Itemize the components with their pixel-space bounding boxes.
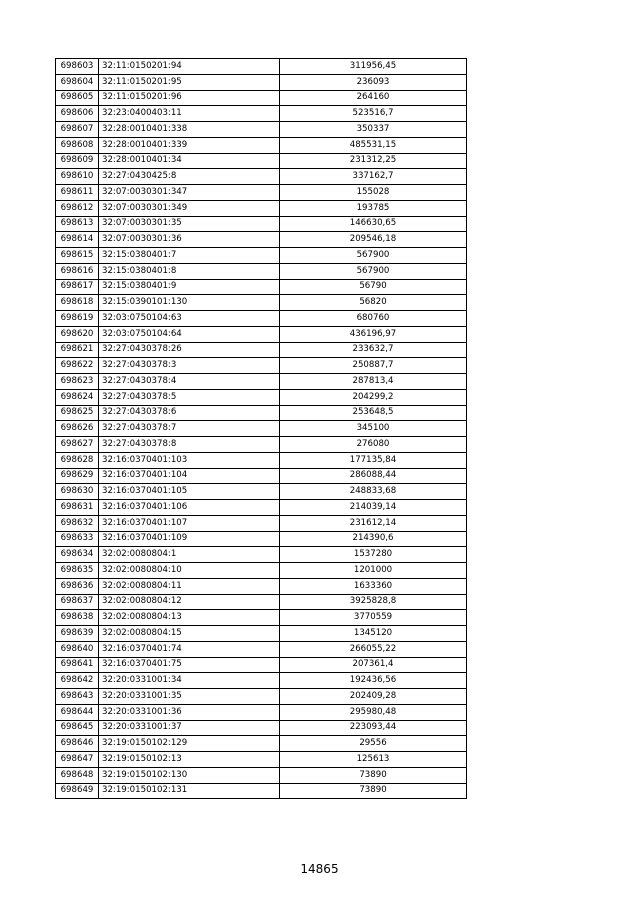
table-row [56, 720, 467, 736]
cadastral-number-cell: 32:02:0080804:10 [99, 563, 280, 579]
row-id-cell: 698606 [56, 106, 99, 122]
cadastral-number-cell: 32:11:0150201:94 [99, 59, 280, 75]
cadastral-number-cell: 32:07:0030301:35 [99, 216, 280, 232]
row-id-cell: 698613 [56, 216, 99, 232]
cadastral-number-cell: 32:15:0380401:8 [99, 263, 280, 279]
value-cell: 223093,44 [280, 720, 467, 736]
value-cell: 485531,15 [280, 137, 467, 153]
value-cell: 3925828,8 [280, 594, 467, 610]
table-row [56, 657, 467, 673]
table-row [56, 689, 467, 705]
row-id-cell: 698609 [56, 153, 99, 169]
row-id-cell: 698637 [56, 594, 99, 610]
row-id-cell: 698627 [56, 437, 99, 453]
row-id-cell: 698618 [56, 295, 99, 311]
row-id-cell: 698621 [56, 342, 99, 358]
row-id-cell: 698607 [56, 122, 99, 138]
table-row [56, 641, 467, 657]
cadastral-number-cell: 32:02:0080804:11 [99, 578, 280, 594]
cadastral-number-cell: 32:16:0370401:74 [99, 641, 280, 657]
cadastral-number-cell: 32:20:0331001:35 [99, 689, 280, 705]
row-id-cell: 698611 [56, 185, 99, 201]
value-cell: 1633360 [280, 578, 467, 594]
value-cell: 1201000 [280, 563, 467, 579]
table-row [56, 736, 467, 752]
value-cell: 56820 [280, 295, 467, 311]
row-id-cell: 698608 [56, 137, 99, 153]
value-cell: 204299,2 [280, 389, 467, 405]
cadastral-number-cell: 32:03:0750104:64 [99, 326, 280, 342]
table-row [56, 153, 467, 169]
cadastral-number-cell: 32:16:0370401:75 [99, 657, 280, 673]
table-row [56, 500, 467, 516]
value-cell: 248833,68 [280, 484, 467, 500]
cadastral-number-cell: 32:16:0370401:107 [99, 515, 280, 531]
row-id-cell: 698619 [56, 311, 99, 327]
value-cell: 436196,97 [280, 326, 467, 342]
row-id-cell: 698648 [56, 767, 99, 783]
cadastral-number-cell: 32:27:0430378:26 [99, 342, 280, 358]
value-cell: 231312,25 [280, 153, 467, 169]
table-row [56, 547, 467, 563]
cadastral-number-cell: 32:28:0010401:34 [99, 153, 280, 169]
value-cell: 56790 [280, 279, 467, 295]
row-id-cell: 698628 [56, 452, 99, 468]
cadastral-number-cell: 32:27:0430378:6 [99, 405, 280, 421]
value-cell: 214039,14 [280, 500, 467, 516]
row-id-cell: 698634 [56, 547, 99, 563]
cadastral-number-cell: 32:07:0030301:349 [99, 200, 280, 216]
cadastral-number-cell: 32:28:0010401:339 [99, 137, 280, 153]
row-id-cell: 698614 [56, 232, 99, 248]
cadastral-number-cell: 32:27:0430378:8 [99, 437, 280, 453]
cadastral-number-cell: 32:16:0370401:105 [99, 484, 280, 500]
table-row [56, 405, 467, 421]
table-row [56, 515, 467, 531]
row-id-cell: 698636 [56, 578, 99, 594]
row-id-cell: 698610 [56, 169, 99, 185]
cadastral-number-cell: 32:27:0430425:8 [99, 169, 280, 185]
cadastral-number-cell: 32:07:0030301:36 [99, 232, 280, 248]
table-row [56, 783, 467, 799]
table-row [56, 342, 467, 358]
cadastral-number-cell: 32:07:0030301:347 [99, 185, 280, 201]
table-row [56, 594, 467, 610]
value-cell: 523516,7 [280, 106, 467, 122]
value-cell: 209546,18 [280, 232, 467, 248]
table-row [56, 421, 467, 437]
table-row [56, 232, 467, 248]
value-cell: 73890 [280, 783, 467, 799]
row-id-cell: 698629 [56, 468, 99, 484]
row-id-cell: 698612 [56, 200, 99, 216]
value-cell: 177135,84 [280, 452, 467, 468]
row-id-cell: 698640 [56, 641, 99, 657]
table-row [56, 752, 467, 768]
value-cell: 202409,28 [280, 689, 467, 705]
cadastral-number-cell: 32:11:0150201:96 [99, 90, 280, 106]
row-id-cell: 698646 [56, 736, 99, 752]
cadastral-number-cell: 32:27:0430378:3 [99, 358, 280, 374]
row-id-cell: 698617 [56, 279, 99, 295]
table-row [56, 90, 467, 106]
value-cell: 193785 [280, 200, 467, 216]
table-row [56, 374, 467, 390]
row-id-cell: 698633 [56, 531, 99, 547]
row-id-cell: 698604 [56, 74, 99, 90]
value-cell: 146630,65 [280, 216, 467, 232]
value-cell: 125613 [280, 752, 467, 768]
cadastral-number-cell: 32:16:0370401:106 [99, 500, 280, 516]
cadastral-number-cell: 32:27:0430378:7 [99, 421, 280, 437]
cadastral-number-cell: 32:02:0080804:15 [99, 626, 280, 642]
value-cell: 567900 [280, 263, 467, 279]
cadastral-number-cell: 32:15:0390101:130 [99, 295, 280, 311]
cadastral-number-cell: 32:02:0080804:1 [99, 547, 280, 563]
table-row [56, 74, 467, 90]
row-id-cell: 698649 [56, 783, 99, 799]
value-cell: 266055,22 [280, 641, 467, 657]
table-row [56, 279, 467, 295]
value-cell: 350337 [280, 122, 467, 138]
cadastral-number-cell: 32:19:0150102:130 [99, 767, 280, 783]
table-row [56, 59, 467, 75]
cadastral-number-cell: 32:16:0370401:104 [99, 468, 280, 484]
value-cell: 286088,44 [280, 468, 467, 484]
cadastral-number-cell: 32:03:0750104:63 [99, 311, 280, 327]
cadastral-value-table [55, 58, 467, 799]
value-cell: 236093 [280, 74, 467, 90]
value-cell: 233632,7 [280, 342, 467, 358]
value-cell: 1345120 [280, 626, 467, 642]
cadastral-number-cell: 32:16:0370401:103 [99, 452, 280, 468]
row-id-cell: 698603 [56, 59, 99, 75]
table-row [56, 169, 467, 185]
value-cell: 192436,56 [280, 673, 467, 689]
table-row [56, 122, 467, 138]
table-row [56, 610, 467, 626]
cadastral-number-cell: 32:19:0150102:13 [99, 752, 280, 768]
table-row [56, 137, 467, 153]
table-row [56, 468, 467, 484]
table-row [56, 200, 467, 216]
row-id-cell: 698605 [56, 90, 99, 106]
cadastral-number-cell: 32:19:0150102:129 [99, 736, 280, 752]
cadastral-number-cell: 32:27:0430378:4 [99, 374, 280, 390]
row-id-cell: 698626 [56, 421, 99, 437]
value-cell: 29556 [280, 736, 467, 752]
table-body [56, 59, 467, 799]
value-cell: 337162,7 [280, 169, 467, 185]
row-id-cell: 698615 [56, 248, 99, 264]
value-cell: 250887,7 [280, 358, 467, 374]
table-row [56, 358, 467, 374]
value-cell: 214390,6 [280, 531, 467, 547]
row-id-cell: 698643 [56, 689, 99, 705]
value-cell: 567900 [280, 248, 467, 264]
table-row [56, 673, 467, 689]
cadastral-number-cell: 32:02:0080804:12 [99, 594, 280, 610]
cadastral-number-cell: 32:11:0150201:95 [99, 74, 280, 90]
row-id-cell: 698642 [56, 673, 99, 689]
row-id-cell: 698623 [56, 374, 99, 390]
value-cell: 253648,5 [280, 405, 467, 421]
cadastral-number-cell: 32:20:0331001:34 [99, 673, 280, 689]
value-cell: 73890 [280, 767, 467, 783]
table-row [56, 437, 467, 453]
value-cell: 207361,4 [280, 657, 467, 673]
table-row [56, 216, 467, 232]
table-row [56, 452, 467, 468]
table-row [56, 578, 467, 594]
table-row [56, 767, 467, 783]
value-cell: 155028 [280, 185, 467, 201]
table-row [56, 326, 467, 342]
value-cell: 231612,14 [280, 515, 467, 531]
cadastral-number-cell: 32:23:0400403:11 [99, 106, 280, 122]
cadastral-number-cell: 32:15:0380401:7 [99, 248, 280, 264]
value-cell: 680760 [280, 311, 467, 327]
table-row [56, 106, 467, 122]
value-cell: 276080 [280, 437, 467, 453]
value-cell: 1537280 [280, 547, 467, 563]
table-row [56, 311, 467, 327]
table-row [56, 704, 467, 720]
cadastral-number-cell: 32:20:0331001:37 [99, 720, 280, 736]
table-row [56, 531, 467, 547]
table-row [56, 185, 467, 201]
row-id-cell: 698632 [56, 515, 99, 531]
cadastral-number-cell: 32:27:0430378:5 [99, 389, 280, 405]
row-id-cell: 698641 [56, 657, 99, 673]
value-cell: 345100 [280, 421, 467, 437]
row-id-cell: 698622 [56, 358, 99, 374]
value-cell: 295980,48 [280, 704, 467, 720]
row-id-cell: 698638 [56, 610, 99, 626]
value-cell: 311956,45 [280, 59, 467, 75]
cadastral-number-cell: 32:02:0080804:13 [99, 610, 280, 626]
table-row [56, 389, 467, 405]
cadastral-number-cell: 32:16:0370401:109 [99, 531, 280, 547]
row-id-cell: 698644 [56, 704, 99, 720]
row-id-cell: 698639 [56, 626, 99, 642]
row-id-cell: 698624 [56, 389, 99, 405]
row-id-cell: 698647 [56, 752, 99, 768]
page-number: 14865 [300, 862, 339, 876]
cadastral-number-cell: 32:20:0331001:36 [99, 704, 280, 720]
row-id-cell: 698635 [56, 563, 99, 579]
value-cell: 287813,4 [280, 374, 467, 390]
table-row [56, 295, 467, 311]
table-row [56, 626, 467, 642]
row-id-cell: 698625 [56, 405, 99, 421]
row-id-cell: 698630 [56, 484, 99, 500]
cadastral-number-cell: 32:28:0010401:338 [99, 122, 280, 138]
table-row [56, 263, 467, 279]
cadastral-number-cell: 32:15:0380401:9 [99, 279, 280, 295]
table-row [56, 484, 467, 500]
cadastral-number-cell: 32:19:0150102:131 [99, 783, 280, 799]
row-id-cell: 698631 [56, 500, 99, 516]
table-row [56, 563, 467, 579]
row-id-cell: 698645 [56, 720, 99, 736]
row-id-cell: 698616 [56, 263, 99, 279]
value-cell: 264160 [280, 90, 467, 106]
value-cell: 3770559 [280, 610, 467, 626]
row-id-cell: 698620 [56, 326, 99, 342]
table-row [56, 248, 467, 264]
